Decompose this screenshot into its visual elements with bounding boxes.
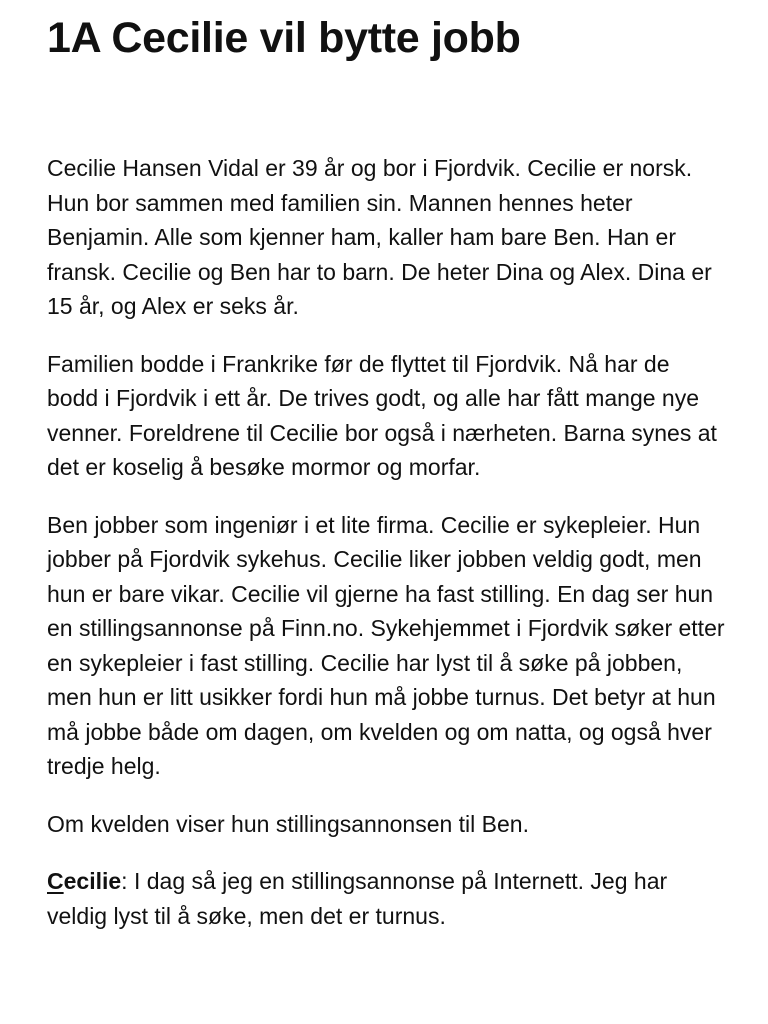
story-text: [47, 151, 727, 956]
speaker-separator: :: [121, 868, 128, 894]
paragraph-evening: Om kvelden viser hun stillingsannonsen til Ben.: [47, 810, 529, 837]
speaker-name: [47, 868, 121, 894]
dialogue-text: I dag så jeg en stillingsannonse på Internett. Jeg har veldig lyst til å søke, men det er turnus.: [47, 868, 668, 929]
dialogue-line: [47, 864, 727, 933]
page-title: 1A Cecilie vil bytte jobb: [47, 14, 521, 62]
speaker-name-first-letter: C: [47, 868, 64, 894]
speaker-name-rest: ecilie: [63, 868, 122, 894]
paragraph-family-intro: Cecilie Hansen Vidal er 39 år og bor i Fjordvik. Cecilie er norsk. Hun bor sammen med familien sin. Mannen hennes heter Benjamin. Alle som kjenner ham, kaller ham bare Ben. Han er fransk. Cecilie og Ben har to barn. De heter Dina og Alex. Dina er 15 år, og Alex er seks år.: [47, 155, 712, 319]
paragraph-moving: Familien bodde i Frankrike før de flyttet til Fjordvik. Nå har de bodd i Fjordvik i ett år. De trives godt, og alle har fått mange nye venner. Foreldrene til Cecilie bor også i nærheten. Barna synes at det er koselig å besøke mormor og morfar.: [47, 350, 717, 480]
paragraph-jobs: Ben jobber som ingeniør i et lite firma. Cecilie er sykepleier. Hun jobber på Fjordvik sykehus. Cecilie liker jobben veldig godt, men hun er bare vikar. Cecilie vil gjerne ha fast stilling. En dag ser hun en stillingsannonse på Finn.no. Sykehjemmet i Fjordvik søker etter en sykepleier i fast stilling. Cecilie har lyst til å søke på jobben, men hun er litt usikker fordi hun må jobbe turnus. Det betyr at hun må jobbe både om dagen, om kvelden og om natta, og også hver tredje helg.: [47, 511, 725, 779]
